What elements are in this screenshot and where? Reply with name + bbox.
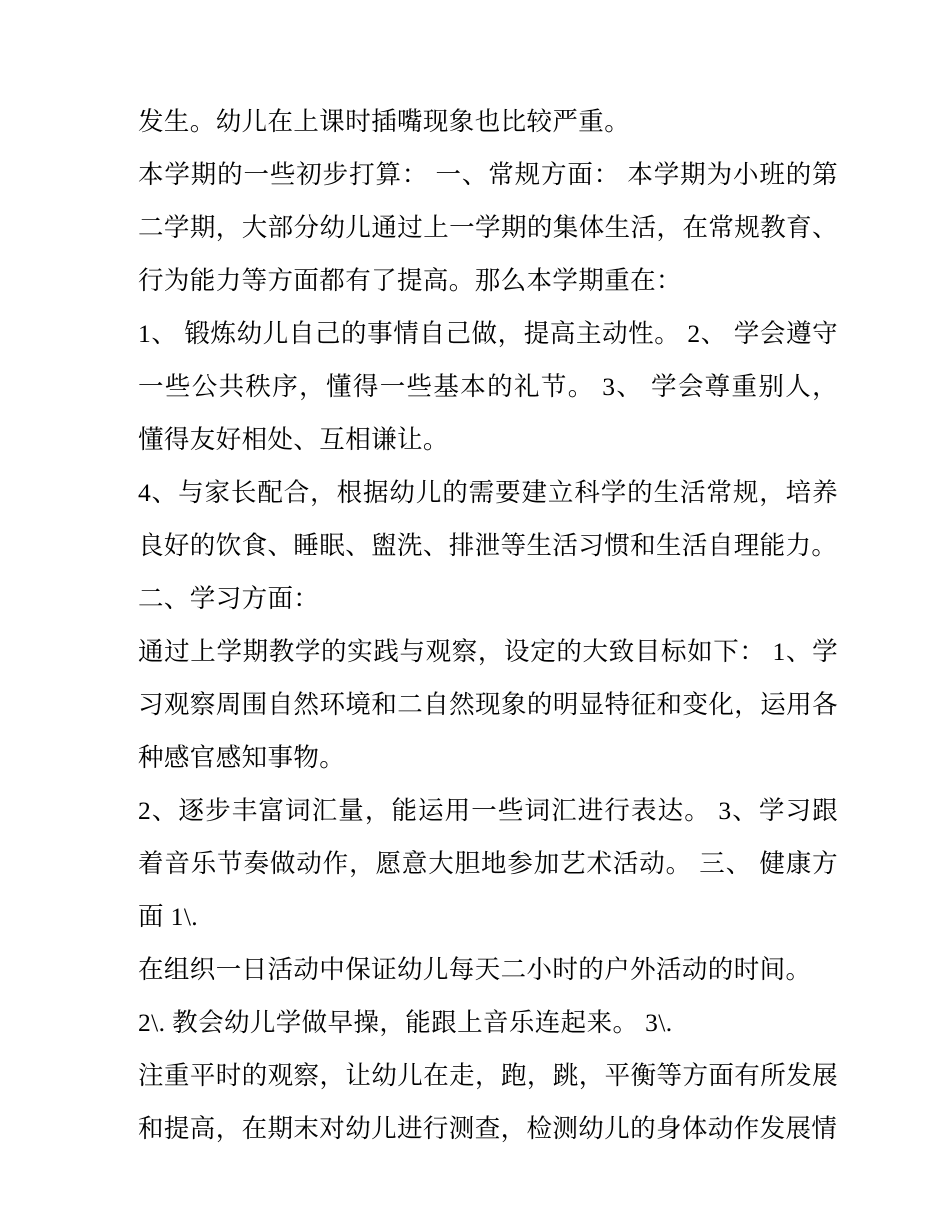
paragraph: 本学期的一些初步打算： 一、常规方面： 本学期为小班的第二学期，大部分幼儿通过上一学期的集体生活，在常规教育、行为能力等方面都有了提高。那么本学期重在： bbox=[138, 160, 838, 295]
paragraph: 通过上学期教学的实践与观察，设定的大致目标如下： 1、学习观察周围自然环境和二自然现象的明显特征和变化，运用各种感官感知事物。 bbox=[138, 637, 838, 772]
paragraph: 二、学习方面： bbox=[138, 584, 320, 613]
document-body bbox=[138, 95, 838, 1155]
paragraph: 2\. 教会幼儿学做早操，能跟上音乐连起来。 3\. bbox=[138, 1008, 673, 1037]
paragraph: 4、与家长配合，根据幼儿的需要建立科学的生活常规，培养良好的饮食、睡眠、盥洗、排泄等生活习惯和生活自理能力。 bbox=[138, 478, 838, 560]
paragraph: 2、逐步丰富词汇量，能运用一些词汇进行表达。 3、学习跟着音乐节奏做动作，愿意大胆地参加艺术活动。 三、 健康方面 1\. bbox=[138, 796, 838, 931]
paragraph: 发生。幼儿在上课时插嘴现象也比较严重。 bbox=[138, 107, 631, 136]
paragraph: 1、 锻炼幼儿自己的事情自己做，提高主动性。 2、 学会遵守一些公共秩序，懂得一些基本的礼节。 3、 学会尊重别人，懂得友好相处、互相谦让。 bbox=[138, 319, 838, 454]
paragraph: 在组织一日活动中保证幼儿每天二小时的户外活动的时间。 bbox=[138, 955, 812, 984]
paragraph: 注重平时的观察，让幼儿在走，跑，跳，平衡等方面有所发展和提高，在期末对幼儿进行测查，检测幼儿的身体动作发展情 bbox=[138, 1061, 838, 1143]
